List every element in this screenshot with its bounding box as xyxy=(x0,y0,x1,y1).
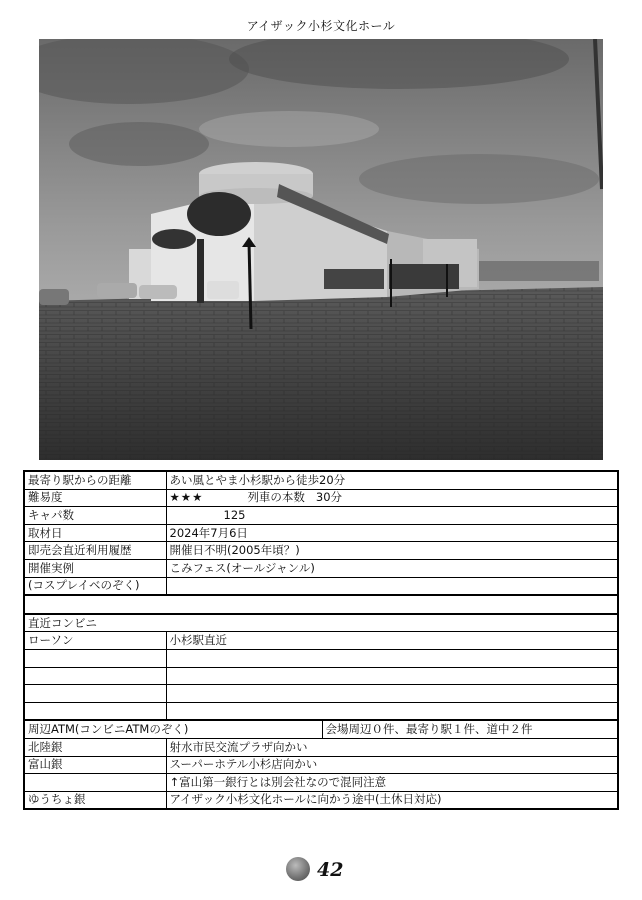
konbini-header: 直近コンビニ xyxy=(24,614,618,632)
konbini-row xyxy=(24,632,618,650)
building-photo xyxy=(39,39,603,460)
difficulty-label: 難易度 xyxy=(24,489,166,507)
bank-name xyxy=(24,774,166,792)
difficulty-row xyxy=(24,489,618,507)
sale-history-row xyxy=(24,542,618,560)
atm-label: 周辺ATM(コンビニATMのぞく) xyxy=(24,720,322,738)
bank-location: アイザック小杉文化ホールに向かう途中(土休日対応) xyxy=(166,791,618,809)
train-value: 30分 xyxy=(315,490,343,505)
konbini-location xyxy=(166,649,618,667)
train-label: 列車の本数 xyxy=(247,490,305,505)
bank-location: スーパーホテル小杉店向かい xyxy=(166,756,618,774)
events-label: 開催実例 xyxy=(24,559,166,577)
venue-info-table xyxy=(23,470,619,810)
page-number: 42 xyxy=(317,859,344,881)
konbini-row xyxy=(24,667,618,685)
bank-row xyxy=(24,756,618,774)
bank-location: ↑富山第一銀行とは別会社なので混同注意 xyxy=(166,774,618,792)
visit-date-label: 取材日 xyxy=(24,524,166,542)
capacity-row xyxy=(24,507,618,525)
bank-row xyxy=(24,738,618,756)
visit-date-value: 2024年7月6日 xyxy=(166,524,618,542)
konbini-name: ローソン xyxy=(24,632,166,650)
konbini-row xyxy=(24,685,618,703)
sale-history-value: 開催日不明(2005年頃？) xyxy=(166,542,618,560)
bank-name: ゆうちょ銀 xyxy=(24,791,166,809)
capacity-label: キャパ数 xyxy=(24,507,166,525)
bank-name: 富山銀 xyxy=(24,756,166,774)
distance-label: 最寄り駅からの距離 xyxy=(24,471,166,489)
bank-name: 北陸銀 xyxy=(24,738,166,756)
page-number-badge xyxy=(286,857,356,883)
konbini-name xyxy=(24,685,166,703)
konbini-header-row xyxy=(24,614,618,632)
cosplay-note-value xyxy=(166,577,618,595)
events-value: こみフェス(オールジャンル) xyxy=(166,559,618,577)
difficulty-value xyxy=(166,489,618,507)
bank-row xyxy=(24,791,618,809)
distance-value: あい風とやま小杉駅から徒歩20分 xyxy=(166,471,618,489)
konbini-name xyxy=(24,702,166,720)
konbini-name xyxy=(24,667,166,685)
atm-value: 会場周辺０件、最寄り駅１件、道中２件 xyxy=(322,720,618,738)
capacity-value: 125 xyxy=(166,507,618,525)
konbini-location xyxy=(166,685,618,703)
atm-row xyxy=(24,720,618,738)
cosplay-note-label: (コスプレイベのぞく) xyxy=(24,577,166,595)
bank-location: 射水市民交流プラザ向かい xyxy=(166,738,618,756)
konbini-row xyxy=(24,649,618,667)
konbini-row xyxy=(24,702,618,720)
blank-row xyxy=(24,595,618,614)
konbini-location xyxy=(166,667,618,685)
konbini-name xyxy=(24,649,166,667)
konbini-location: 小杉駅直近 xyxy=(166,632,618,650)
konbini-location xyxy=(166,702,618,720)
events-row xyxy=(24,559,618,577)
page-title: アイザック小杉文化ホール xyxy=(246,19,396,33)
cosplay-note-row xyxy=(24,577,618,595)
moon-icon xyxy=(286,857,310,881)
bank-row xyxy=(24,774,618,792)
distance-row xyxy=(24,471,618,489)
difficulty-stars: ★★★ xyxy=(169,490,204,505)
visit-date-row xyxy=(24,524,618,542)
sale-history-label: 即売会直近利用履歴 xyxy=(24,542,166,560)
